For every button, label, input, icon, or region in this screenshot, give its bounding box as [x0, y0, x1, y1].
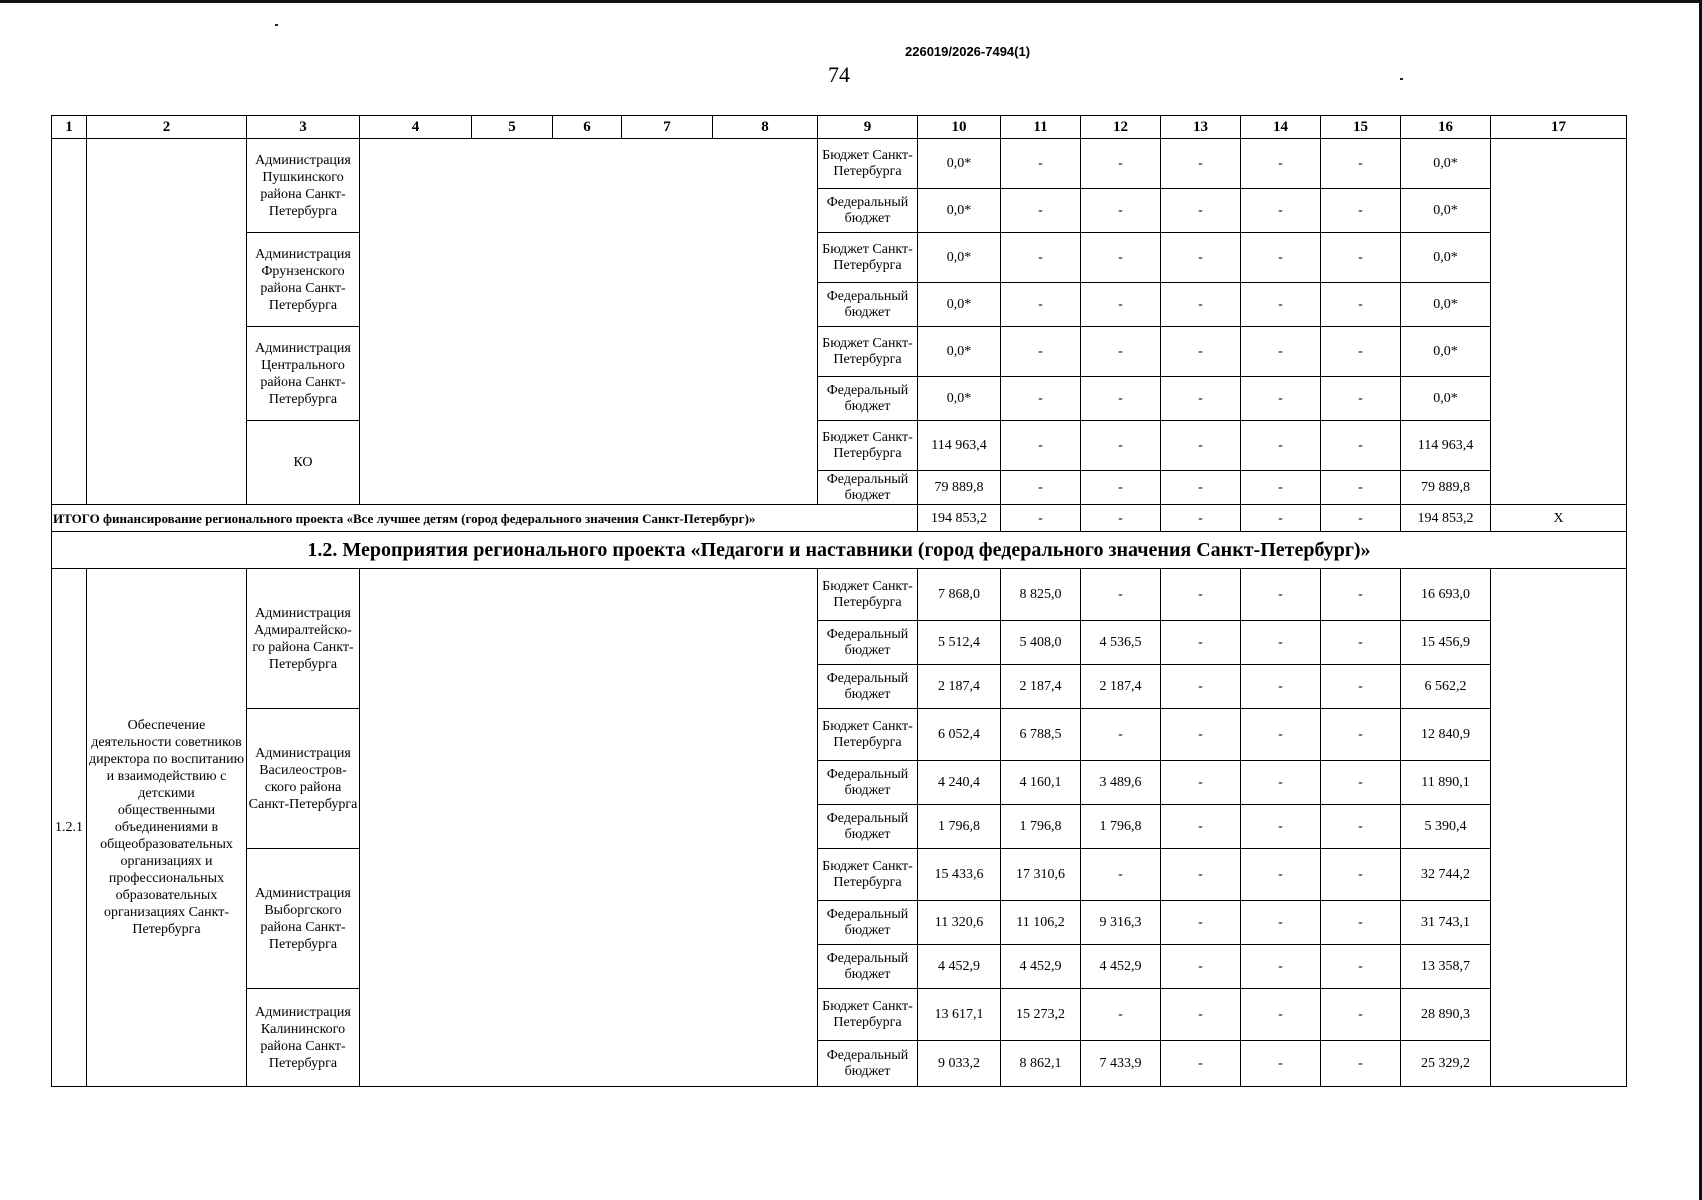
- amount-cell: 31 743,1: [1401, 901, 1491, 945]
- table-row: [52, 989, 1627, 1041]
- amount-cell: -: [1001, 283, 1081, 327]
- amount-cell: -: [1161, 283, 1241, 327]
- amount-cell: 32 744,2: [1401, 849, 1491, 901]
- amount-cell: -: [1241, 805, 1321, 849]
- scan-edge-top: [0, 0, 1702, 3]
- executor-organization: Администрация Адмиралтейско-го района Санкт-Петербурга: [247, 569, 360, 709]
- amount-cell: -: [1241, 327, 1321, 377]
- amount-cell: 4 452,9: [1081, 945, 1161, 989]
- amount-cell: 28 890,3: [1401, 989, 1491, 1041]
- amount-cell: -: [1241, 189, 1321, 233]
- amount-cell: 8 862,1: [1001, 1041, 1081, 1087]
- amount-cell: -: [1321, 283, 1401, 327]
- amount-cell: -: [1321, 189, 1401, 233]
- amount-cell: -: [1081, 139, 1161, 189]
- total-label: ИТОГО финансирование регионального проекта «Все лучшее детям (город федерального значения Санкт-Петербург)»: [52, 505, 918, 532]
- amount-cell: -: [1161, 901, 1241, 945]
- amount-cell: -: [1241, 709, 1321, 761]
- amount-cell: 1 796,8: [918, 805, 1001, 849]
- amount-cell: -: [1001, 471, 1081, 505]
- amount-cell: -: [1001, 327, 1081, 377]
- amount-cell: 4 160,1: [1001, 761, 1081, 805]
- amount-cell: 11 320,6: [918, 901, 1001, 945]
- amount-cell: 0,0*: [1401, 377, 1491, 421]
- amount-cell: -: [1161, 989, 1241, 1041]
- funding-source: Бюджет Санкт-Петербурга: [818, 139, 918, 189]
- amount-cell: 114 963,4: [1401, 421, 1491, 471]
- item-number: 1.2.1: [52, 569, 87, 1087]
- amount-cell: -: [1321, 709, 1401, 761]
- amount-cell: -: [1161, 421, 1241, 471]
- table-row: [52, 569, 1627, 621]
- amount-cell: -: [1241, 901, 1321, 945]
- column-number-header: 8: [713, 116, 818, 139]
- amount-cell: -: [1161, 233, 1241, 283]
- executor-organization: Администрация Выборгского района Санкт-Петербурга: [247, 849, 360, 989]
- total-amount-cell: X: [1491, 505, 1627, 532]
- column-number-header: 10: [918, 116, 1001, 139]
- column-number-header: 6: [553, 116, 622, 139]
- funding-source: Бюджет Санкт-Петербурга: [818, 849, 918, 901]
- amount-cell: 9 033,2: [918, 1041, 1001, 1087]
- amount-cell: 0,0*: [918, 327, 1001, 377]
- amount-cell: -: [1161, 327, 1241, 377]
- amount-cell: -: [1321, 327, 1401, 377]
- executor-organization: Администрация Пушкинского района Санкт-Петербурга: [247, 139, 360, 233]
- amount-cell: 1 796,8: [1001, 805, 1081, 849]
- column-number-header: 16: [1401, 116, 1491, 139]
- amount-cell: -: [1321, 805, 1401, 849]
- amount-cell: -: [1161, 569, 1241, 621]
- funding-source: Федеральный бюджет: [818, 945, 918, 989]
- amount-cell: -: [1161, 471, 1241, 505]
- amount-cell: -: [1241, 945, 1321, 989]
- funding-source: Федеральный бюджет: [818, 283, 918, 327]
- amount-cell: -: [1161, 1041, 1241, 1087]
- amount-cell: -: [1081, 233, 1161, 283]
- amount-cell: -: [1081, 283, 1161, 327]
- amount-cell: -: [1321, 665, 1401, 709]
- amount-cell: -: [1321, 901, 1401, 945]
- executor-organization: Администрация Василеостров-ского района Санкт-Петербурга: [247, 709, 360, 849]
- amount-cell: -: [1081, 569, 1161, 621]
- amount-cell: -: [1081, 849, 1161, 901]
- column-number-header: 5: [472, 116, 553, 139]
- amount-cell: -: [1321, 233, 1401, 283]
- amount-cell: 5 512,4: [918, 621, 1001, 665]
- total-amount-cell: 194 853,2: [918, 505, 1001, 532]
- executor-organization: Администрация Калининского района Санкт-Петербурга: [247, 989, 360, 1087]
- amount-cell: -: [1001, 377, 1081, 421]
- column-number-row: [52, 116, 1627, 139]
- amount-cell: 0,0*: [918, 283, 1001, 327]
- amount-cell: 16 693,0: [1401, 569, 1491, 621]
- amount-cell: 0,0*: [1401, 139, 1491, 189]
- amount-cell: -: [1321, 139, 1401, 189]
- amount-cell: 5 390,4: [1401, 805, 1491, 849]
- amount-cell: 0,0*: [918, 189, 1001, 233]
- amount-cell: 7 433,9: [1081, 1041, 1161, 1087]
- column-number-header: 13: [1161, 116, 1241, 139]
- funding-source: Федеральный бюджет: [818, 471, 918, 505]
- amount-cell: -: [1081, 989, 1161, 1041]
- amount-cell: 2 187,4: [1001, 665, 1081, 709]
- amount-cell: 15 433,6: [918, 849, 1001, 901]
- amount-cell: -: [1321, 377, 1401, 421]
- amount-cell: -: [1321, 761, 1401, 805]
- financing-table: [51, 115, 1627, 1087]
- amount-cell: -: [1321, 621, 1401, 665]
- amount-cell: -: [1161, 139, 1241, 189]
- amount-cell: 3 489,6: [1081, 761, 1161, 805]
- amount-cell: 79 889,8: [918, 471, 1001, 505]
- amount-cell: -: [1001, 139, 1081, 189]
- executor-organization: Администрация Центрального района Санкт-Петербурга: [247, 327, 360, 421]
- table-row: [52, 849, 1627, 901]
- amount-cell: 11 106,2: [1001, 901, 1081, 945]
- empty-columns-4-8: [360, 139, 818, 505]
- funding-source: Федеральный бюджет: [818, 1041, 918, 1087]
- section-title: 1.2. Мероприятия регионального проекта «Педагоги и наставники (город федерального значения Санкт-Петербург)»: [52, 532, 1627, 569]
- amount-cell: 6 788,5: [1001, 709, 1081, 761]
- amount-cell: -: [1241, 283, 1321, 327]
- funding-source: Бюджет Санкт-Петербурга: [818, 709, 918, 761]
- funding-source: Бюджет Санкт-Петербурга: [818, 327, 918, 377]
- amount-cell: -: [1001, 189, 1081, 233]
- amount-cell: 2 187,4: [918, 665, 1001, 709]
- amount-cell: -: [1161, 849, 1241, 901]
- funding-source: Федеральный бюджет: [818, 901, 918, 945]
- amount-cell: 25 329,2: [1401, 1041, 1491, 1087]
- amount-cell: 79 889,8: [1401, 471, 1491, 505]
- amount-cell: -: [1241, 621, 1321, 665]
- funding-source: Бюджет Санкт-Петербурга: [818, 569, 918, 621]
- amount-cell: 17 310,6: [1001, 849, 1081, 901]
- amount-cell: -: [1241, 377, 1321, 421]
- scan-speck: [275, 24, 278, 26]
- amount-cell: -: [1321, 849, 1401, 901]
- amount-cell: -: [1241, 989, 1321, 1041]
- amount-cell: 6 562,2: [1401, 665, 1491, 709]
- amount-cell: -: [1081, 421, 1161, 471]
- column-number-header: 15: [1321, 116, 1401, 139]
- amount-cell: -: [1161, 945, 1241, 989]
- amount-cell: -: [1241, 1041, 1321, 1087]
- amount-cell: 0,0*: [1401, 233, 1491, 283]
- amount-cell: -: [1001, 233, 1081, 283]
- funding-source: Федеральный бюджет: [818, 805, 918, 849]
- funding-source: Федеральный бюджет: [818, 761, 918, 805]
- funding-source: Бюджет Санкт-Петербурга: [818, 421, 918, 471]
- amount-cell: -: [1081, 709, 1161, 761]
- amount-cell: -: [1241, 421, 1321, 471]
- item-description-cell: [87, 139, 247, 505]
- amount-cell: -: [1321, 421, 1401, 471]
- funding-source: Бюджет Санкт-Петербурга: [818, 989, 918, 1041]
- column-number-header: 1: [52, 116, 87, 139]
- section-title-row: [52, 532, 1627, 569]
- amount-cell: -: [1161, 377, 1241, 421]
- page-number: 74: [828, 62, 850, 87]
- amount-cell: 11 890,1: [1401, 761, 1491, 805]
- funding-source: Федеральный бюджет: [818, 189, 918, 233]
- funding-source: Бюджет Санкт-Петербурга: [818, 233, 918, 283]
- amount-cell: 4 240,4: [918, 761, 1001, 805]
- amount-cell: 0,0*: [1401, 327, 1491, 377]
- amount-cell: -: [1241, 139, 1321, 189]
- amount-cell: 0,0*: [918, 139, 1001, 189]
- column-number-header: 17: [1491, 116, 1627, 139]
- scan-speck: [1400, 78, 1403, 80]
- amount-cell: -: [1161, 621, 1241, 665]
- amount-cell: 6 052,4: [918, 709, 1001, 761]
- column-number-header: 14: [1241, 116, 1321, 139]
- funding-source: Федеральный бюджет: [818, 377, 918, 421]
- amount-cell: 15 273,2: [1001, 989, 1081, 1041]
- total-amount-cell: -: [1241, 505, 1321, 532]
- amount-cell: -: [1241, 761, 1321, 805]
- amount-cell: -: [1001, 421, 1081, 471]
- executor-organization: КО: [247, 421, 360, 505]
- executor-organization: Администрация Фрунзенского района Санкт-Петербурга: [247, 233, 360, 327]
- amount-cell: 4 536,5: [1081, 621, 1161, 665]
- total-amount-cell: -: [1161, 505, 1241, 532]
- amount-cell: 12 840,9: [1401, 709, 1491, 761]
- amount-cell: 13 617,1: [918, 989, 1001, 1041]
- table-row: [52, 421, 1627, 471]
- amount-cell: -: [1081, 377, 1161, 421]
- amount-cell: -: [1161, 665, 1241, 709]
- amount-cell: -: [1161, 761, 1241, 805]
- total-amount-cell: 194 853,2: [1401, 505, 1491, 532]
- total-amount-cell: -: [1081, 505, 1161, 532]
- item-number-cell: [52, 139, 87, 505]
- column-17-cell: [1491, 139, 1627, 505]
- column-17-cell: [1491, 569, 1627, 1087]
- amount-cell: -: [1321, 1041, 1401, 1087]
- column-number-header: 2: [87, 116, 247, 139]
- funding-source: Федеральный бюджет: [818, 621, 918, 665]
- column-number-header: 11: [1001, 116, 1081, 139]
- amount-cell: 4 452,9: [918, 945, 1001, 989]
- amount-cell: 5 408,0: [1001, 621, 1081, 665]
- total-amount-cell: -: [1001, 505, 1081, 532]
- amount-cell: -: [1081, 327, 1161, 377]
- amount-cell: -: [1321, 471, 1401, 505]
- column-number-header: 7: [622, 116, 713, 139]
- amount-cell: 1 796,8: [1081, 805, 1161, 849]
- amount-cell: -: [1321, 945, 1401, 989]
- amount-cell: 8 825,0: [1001, 569, 1081, 621]
- document-registration-number: 226019/2026-7494(1): [905, 44, 1031, 59]
- amount-cell: -: [1081, 189, 1161, 233]
- amount-cell: -: [1081, 471, 1161, 505]
- amount-cell: -: [1241, 665, 1321, 709]
- amount-cell: 0,0*: [918, 233, 1001, 283]
- amount-cell: -: [1161, 189, 1241, 233]
- amount-cell: -: [1161, 805, 1241, 849]
- amount-cell: -: [1241, 471, 1321, 505]
- table-row: [52, 709, 1627, 761]
- amount-cell: -: [1241, 569, 1321, 621]
- table-row: [52, 139, 1627, 189]
- funding-source: Федеральный бюджет: [818, 665, 918, 709]
- amount-cell: 0,0*: [1401, 189, 1491, 233]
- amount-cell: 13 358,7: [1401, 945, 1491, 989]
- table-row: [52, 327, 1627, 377]
- amount-cell: -: [1241, 233, 1321, 283]
- amount-cell: 0,0*: [918, 377, 1001, 421]
- amount-cell: 15 456,9: [1401, 621, 1491, 665]
- table-row: [52, 233, 1627, 283]
- item-description: Обеспечение деятельности советников директора по воспитанию и взаимодействию с детскими общественными объединениями в общеобразовательных организациях и профессиональных образовательных организациях Санкт-Петербурга: [87, 569, 247, 1087]
- amount-cell: 0,0*: [1401, 283, 1491, 327]
- amount-cell: -: [1241, 849, 1321, 901]
- column-number-header: 9: [818, 116, 918, 139]
- column-number-header: 3: [247, 116, 360, 139]
- column-number-header: 12: [1081, 116, 1161, 139]
- amount-cell: -: [1321, 569, 1401, 621]
- amount-cell: 114 963,4: [918, 421, 1001, 471]
- total-amount-cell: -: [1321, 505, 1401, 532]
- amount-cell: 2 187,4: [1081, 665, 1161, 709]
- amount-cell: 9 316,3: [1081, 901, 1161, 945]
- amount-cell: 7 868,0: [918, 569, 1001, 621]
- column-number-header: 4: [360, 116, 472, 139]
- total-row: [52, 505, 1627, 532]
- amount-cell: -: [1161, 709, 1241, 761]
- amount-cell: 4 452,9: [1001, 945, 1081, 989]
- empty-columns-4-8: [360, 569, 818, 1087]
- amount-cell: -: [1321, 989, 1401, 1041]
